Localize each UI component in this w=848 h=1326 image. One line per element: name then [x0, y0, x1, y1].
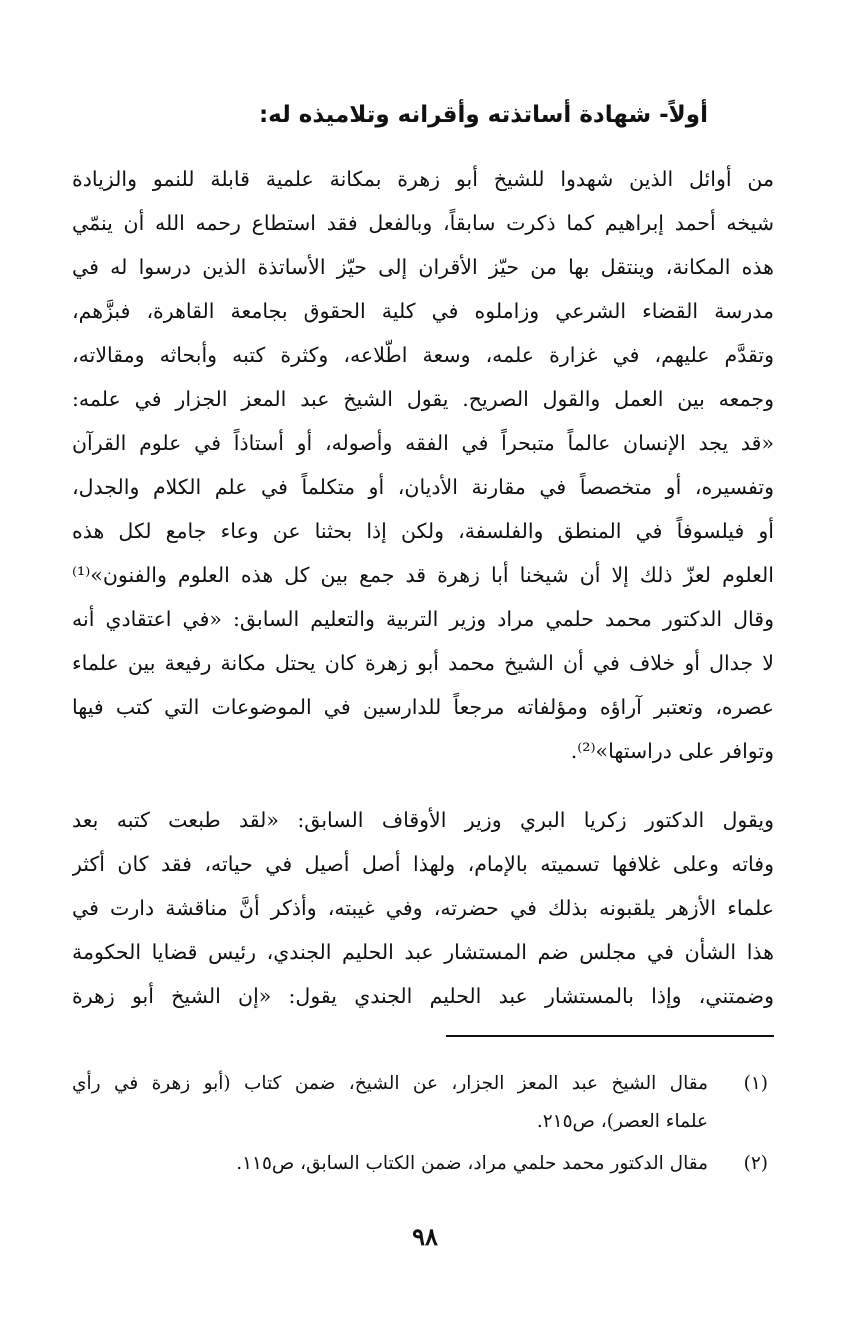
body-line-6: وجمعه بين العمل والقول الصريح. يقول الشيخ عبد المعز الجزار في علمه:	[72, 387, 774, 411]
body-line-9: أو فيلسوفاً في المنطق والفلسفة، ولكن إذا بحثنا عن وعاء جامع لكل هذه	[72, 519, 774, 543]
footnote-number-1: (١)	[743, 1073, 768, 1094]
body-line-7: «قد يجد الإنسان عالماً متبحراً في الفقه وأصوله، أو أستاذاً في علوم القرآن	[72, 431, 774, 455]
body-line-4: مدرسة القضاء الشرعي وزاملوه في كلية الحقوق بجامعة القاهرة، فبزَّهم،	[72, 299, 774, 323]
body-line-14: وتوافر على دراستها»⁽²⁾.	[570, 739, 774, 763]
page-number: ٩٨	[412, 1222, 438, 1251]
body-line-1: من أوائل الذين شهدوا للشيخ أبو زهرة بمكانة علمية قابلة للنمو والزيادة	[72, 167, 774, 191]
body-line-17: علماء الأزهر يلقبونه بذلك في حضرته، وفي غيبته، وأذكر أنَّ مناقشة دارت في	[72, 896, 774, 920]
body-line-16: وفاته وعلى غلافها تسميته بالإمام، ولهذا أصل أصيل في حياته، فقد كان أكثر	[72, 852, 774, 876]
body-line-5: وتقدَّم عليهم، في غزارة علمه، وسعة اطّلاعه، وكثرة كتبه وأبحاثه ومقالاته،	[72, 343, 774, 367]
body-line-19: وضمتني، وإذا بالمستشار عبد الحليم الجندي يقول: «إن الشيخ أبو زهرة	[72, 984, 774, 1008]
body-line-3: هذه المكانة، وينتقل بها من حيّز الأقران إلى حيّز الأساتذة الذين درسوا له في	[72, 255, 774, 279]
body-line-8: وتفسيره، أو متخصصاً في مقارنة الأديان، أو متكلماً في علم الكلام والجدل،	[72, 475, 774, 499]
section-heading: أولاً- شهادة أساتذته وأقرانه وتلاميذه له:	[258, 102, 708, 128]
body-line-11: وقال الدكتور محمد حلمي مراد وزير التربية والتعليم السابق: «في اعتقادي أنه	[72, 607, 774, 631]
footnote-1-line-2: علماء العصر)، ص٢١٥.	[536, 1111, 708, 1132]
footnote-2-line-1: مقال الدكتور محمد حلمي مراد، ضمن الكتاب السابق، ص١١٥.	[236, 1153, 708, 1174]
body-line-12: لا جدال أو خلاف في أن الشيخ محمد أبو زهرة كان يحتل مكانة رفيعة بين علماء	[72, 651, 774, 675]
body-line-13: عصره، وتعتبر آراؤه ومؤلفاته مرجعاً للدارسين في الموضوعات التي كتب فيها	[72, 695, 774, 719]
footnote-1-line-1: مقال الشيخ عبد المعز الجزار، عن الشيخ، ضمن كتاب (أبو زهرة في رأي	[72, 1073, 708, 1094]
body-line-10: العلوم لعزّ ذلك إلا أن شيخنا أبا زهرة قد جمع بين كل هذه العلوم والفنون»⁽¹⁾	[72, 563, 774, 587]
footnote-number-2: (٢)	[743, 1153, 768, 1174]
body-line-15: ويقول الدكتور زكريا البري وزير الأوقاف السابق: «لقد طبعت كتبه بعد	[72, 808, 774, 832]
footnote-separator	[446, 1035, 774, 1037]
body-line-18: هذا الشأن في مجلس ضم المستشار عبد الحليم الجندي، رئيس قضايا الحكومة	[72, 940, 774, 964]
body-line-2: شيخه أحمد إبراهيم كما ذكرت سابقاً، وبالفعل فقد استطاع رحمه الله أن ينمّي	[72, 211, 774, 235]
